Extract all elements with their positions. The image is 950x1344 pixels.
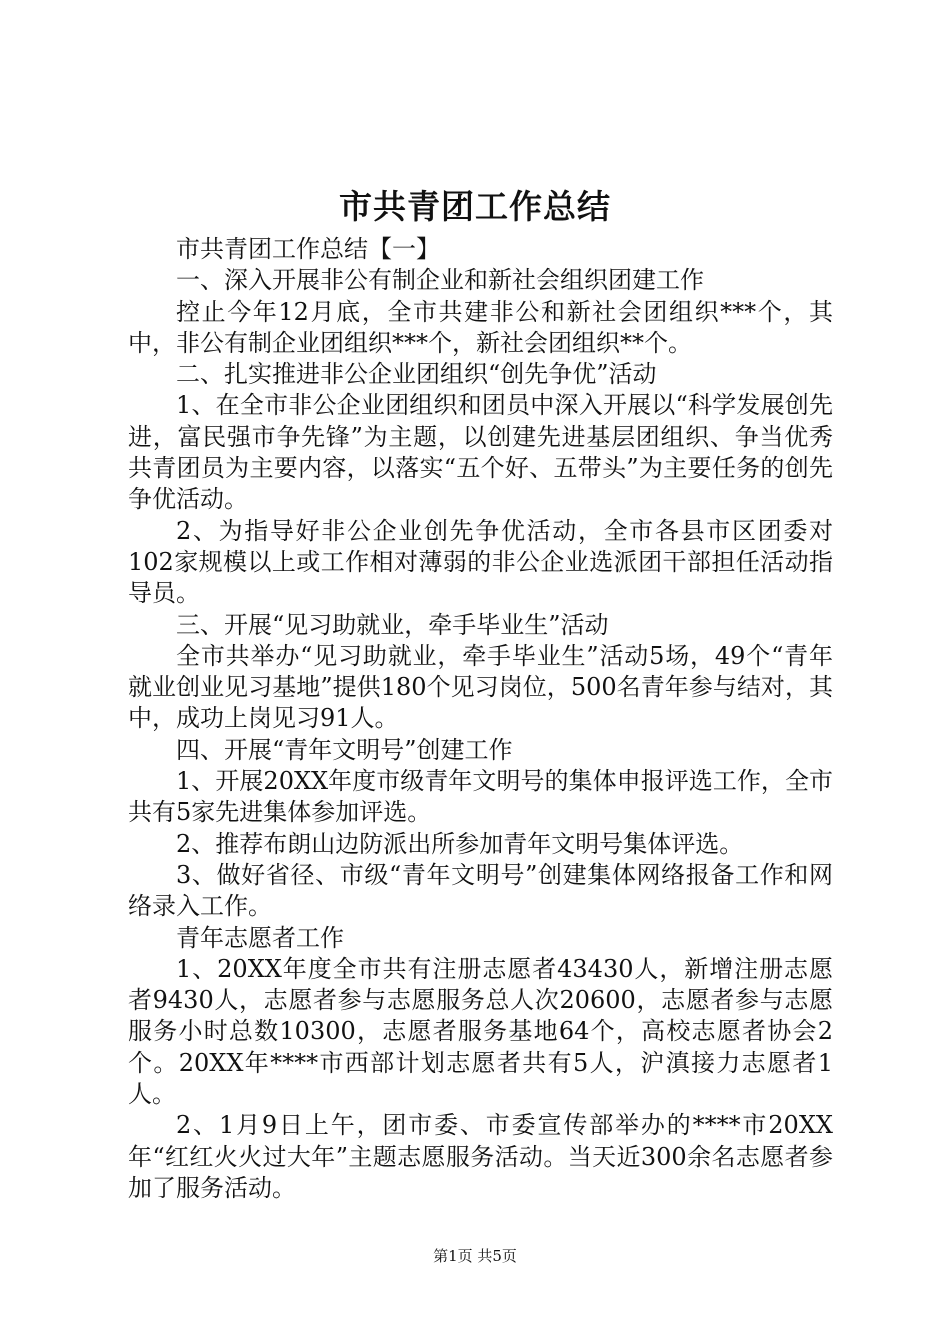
paragraph: 1、在全市非公企业团组织和团员中深入开展以“科学发展创先进，富民强市争先锋”为主题，以创建先进基层团组织、争当优秀共青团员为主要内容，以落实“五个好、五带头”为主要任务的创先争优活动。 (128, 391, 833, 514)
section-heading: 青年志愿者工作 (176, 923, 344, 952)
section-heading: 二、扎实推进非公企业团组织“创先争优”活动 (176, 360, 657, 389)
paragraph: 1、20XX年度全市共有注册志愿者43430人，新增注册志愿者9430人，志愿者参与志愿服务总人次20600，志愿者参与志愿服务小时总数10300，志愿者服务基地64个，高校志愿者协会2个。20XX年****市西部计划志愿者共有5人，沪滇接力志愿者1人。 (128, 954, 833, 1109)
section-heading: 三、开展“见习助就业，牵手毕业生”活动 (176, 610, 609, 639)
document-title: 市共青团工作总结 (339, 187, 611, 226)
paragraph: 3、做好省径、市级“青年文明号”创建集体网络报备工作和网络录入工作。 (128, 860, 833, 921)
paragraph: 2、1月9日上午，团市委、市委宣传部举办的****市20XX年“红红火火过大年”主题志愿服务活动。当天近300余名志愿者参加了服务活动。 (128, 1111, 833, 1202)
section-heading: 一、深入开展非公有制企业和新社会组织团建工作 (176, 266, 704, 295)
paragraph: 1、开展20XX年度市级青年文明号的集体申报评选工作，全市共有5家先进集体参加评选。 (128, 767, 833, 827)
paragraph: 2、为指导好非公企业创先争优活动，全市各县市区团委对102家规模以上或工作相对薄弱的非公企业选派团干部担任活动指导员。 (128, 516, 833, 608)
paragraph: 2、推荐布朗山边防派出所参加青年文明号集体评选。 (176, 829, 744, 858)
document-body (128, 234, 833, 1204)
paragraph: 控止今年12月底，全市共建非公和新社会团组织***个，其中，非公有制企业团组织***个，新社会团组织**个。 (128, 297, 833, 357)
page-number: 第1页 共5页 (433, 1247, 517, 1265)
paragraph: 全市共举办“见习助就业，牵手毕业生”活动5场，49个“青年就业创业见习基地”提供180个见习岗位，500名青年参与结对，其中，成功上岗见习91人。 (128, 641, 833, 733)
section-heading: 四、开展“青年文明号”创建工作 (176, 735, 513, 764)
paragraph: 市共青团工作总结【一】 (176, 235, 440, 263)
